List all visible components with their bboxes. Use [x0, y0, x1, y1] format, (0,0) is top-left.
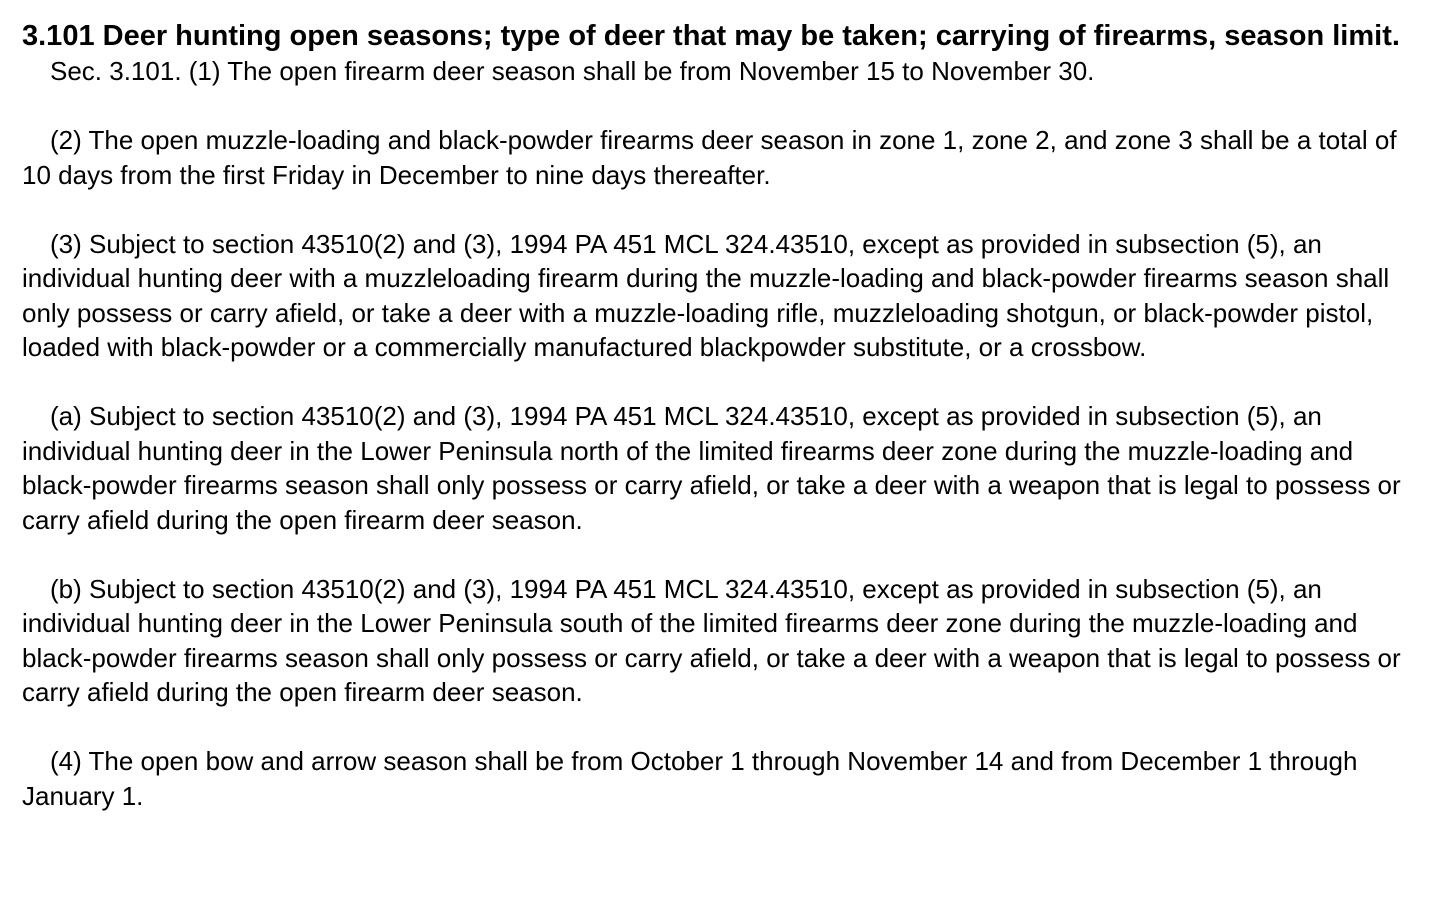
- paragraph-3: (3) Subject to section 43510(2) and (3), 1994 PA 451 MCL 324.43510, except as provided in subsection (5), an individual hunting deer with a muzzleloading firearm during the muzzle-loading and black-powder firearms season shall only possess or carry afield, or take a deer with a muzzle-loading rifle, muzzleloading shotgun, or black-powder pistol, loaded with black-powder or a commercially manufactured blackpowder substitute, or a crossbow.: [22, 228, 1390, 362]
- paragraph-2: (2) The open muzzle-loading and black-powder firearms deer season in zone 1, zone 2, and zone 3 shall be a total of 10 days from the first Friday in December to nine days thereafter.: [22, 125, 1397, 190]
- paragraph-4: (4) The open bow and arrow season shall be from October 1 through November 14 and from December 1 through January 1.: [22, 746, 1358, 811]
- section-heading: 3.101 Deer hunting open seasons; type of deer that may be taken; carrying of firearms, season limit.: [22, 20, 1400, 52]
- document-body: [22, 18, 1423, 813]
- paragraph-3a: (a) Subject to section 43510(2) and (3), 1994 PA 451 MCL 324.43510, except as provided in subsection (5), an individual hunting deer in the Lower Peninsula north of the limited firearms deer zone during the muzzle-loading and black-powder firearms season shall only possess or carry afield, or take a deer with a weapon that is legal to possess or carry afield during the open firearm deer season.: [22, 401, 1401, 535]
- paragraph-1: Sec. 3.101. (1) The open firearm deer season shall be from November 15 to November 30.: [50, 56, 1095, 86]
- paragraph-3b: (b) Subject to section 43510(2) and (3), 1994 PA 451 MCL 324.43510, except as provided in subsection (5), an individual hunting deer in the Lower Peninsula south of the limited firearms deer zone during the muzzle-loading and black-powder firearms season shall only possess or carry afield, or take a deer with a weapon that is legal to possess or carry afield during the open firearm deer season.: [22, 573, 1401, 707]
